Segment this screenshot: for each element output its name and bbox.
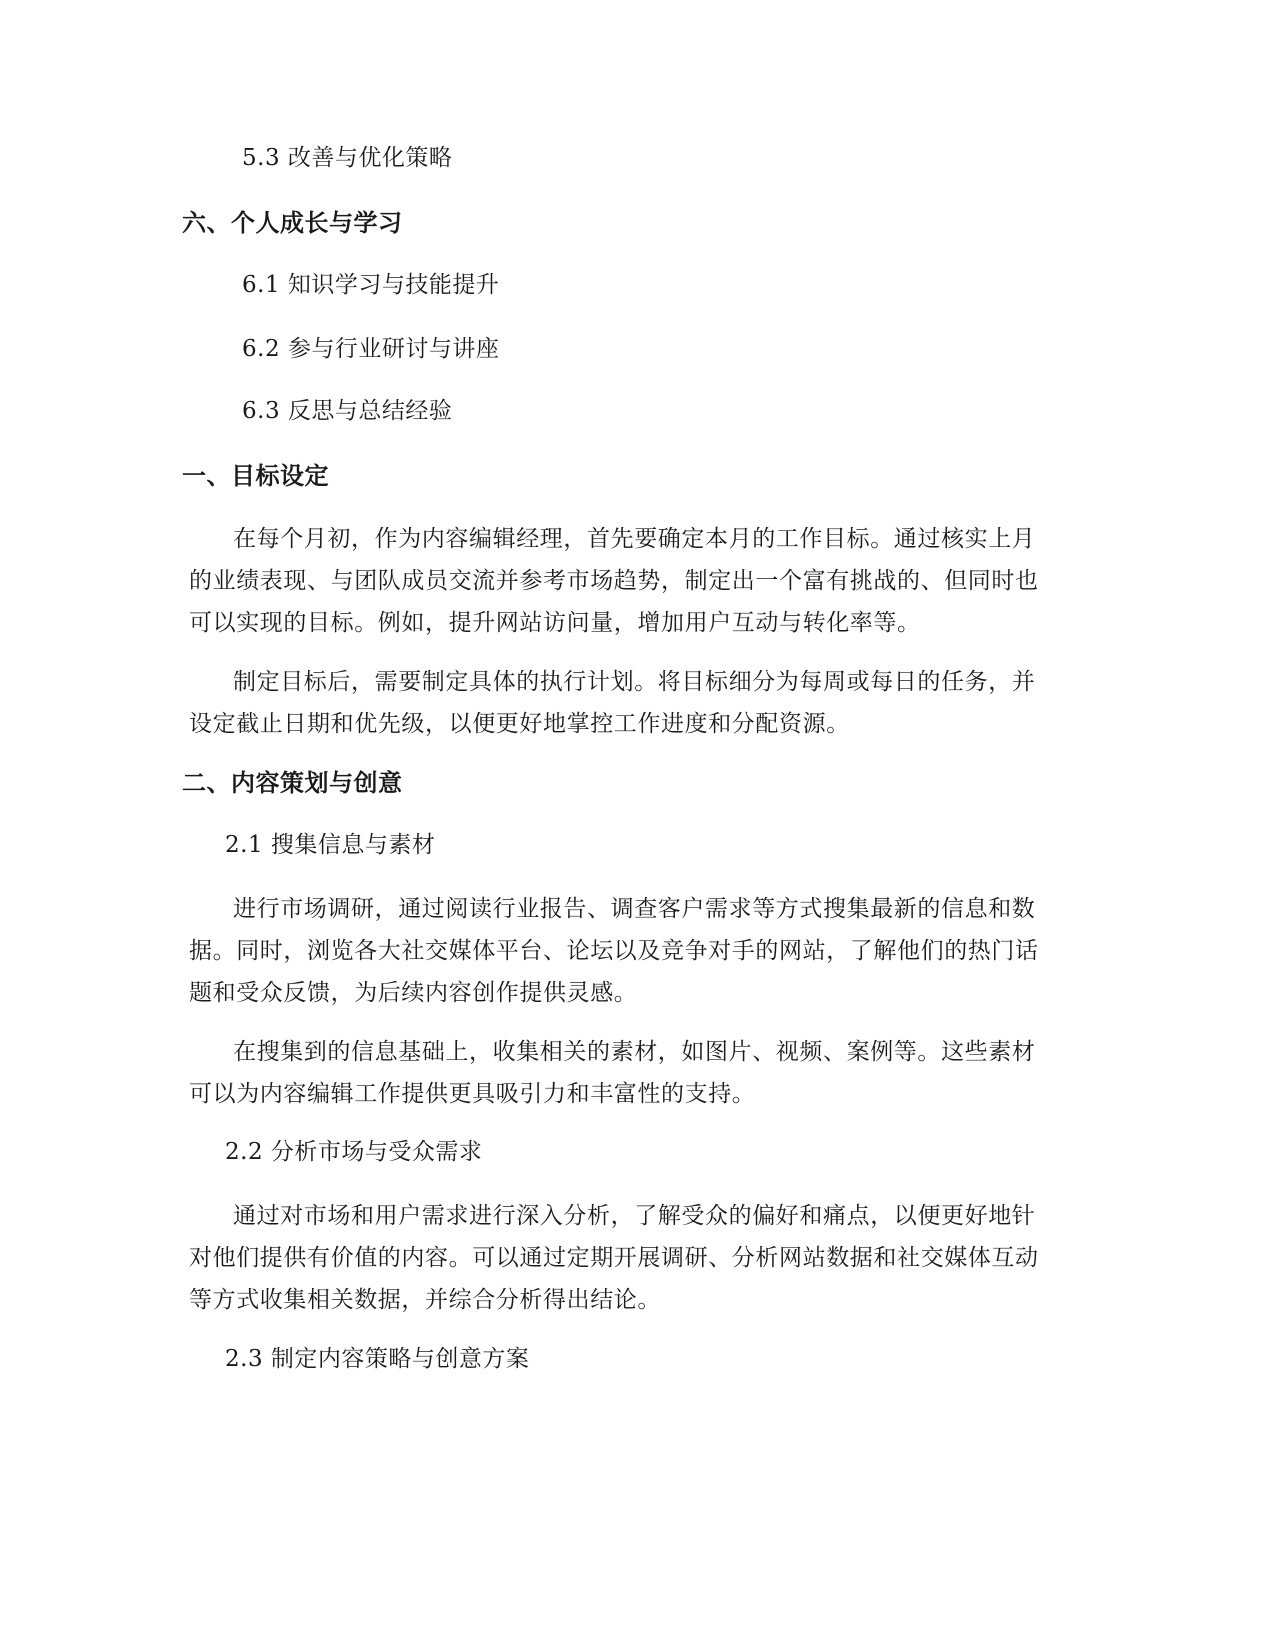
subsection-2-2: 2.2 分析市场与受众需求 (225, 1139, 483, 1165)
paragraph-line: 题和受众反馈，为后续内容创作提供灵感。 (189, 980, 638, 1006)
section-heading-1: 一、目标设定 (182, 462, 329, 490)
paragraph-goal-2 (189, 661, 1089, 745)
subsection-6-2: 6.2 参与行业研讨与讲座 (242, 336, 500, 362)
section-heading-2: 二、内容策划与创意 (182, 769, 403, 797)
subsection-2-3: 2.3 制定内容策略与创意方案 (225, 1346, 530, 1372)
paragraph-collect-1 (189, 888, 1089, 1014)
paragraph-analyze-1 (189, 1195, 1089, 1321)
paragraph-line: 在搜集到的信息基础上，收集相关的素材，如图片、视频、案例等。这些素材 (233, 1039, 1036, 1065)
section-heading-6: 六、个人成长与学习 (182, 209, 403, 237)
paragraph-line: 在每个月初，作为内容编辑经理，首先要确定本月的工作目标。通过核实上月 (233, 526, 1036, 552)
subsection-2-1: 2.1 搜集信息与素材 (225, 832, 436, 858)
paragraph-line: 可以实现的目标。例如，提升网站访问量，增加用户互动与转化率等。 (189, 610, 921, 636)
paragraph-line: 对他们提供有价值的内容。可以通过定期开展调研、分析网站数据和社交媒体互动 (189, 1245, 1039, 1271)
paragraph-goal-1 (189, 518, 1089, 644)
paragraph-line: 设定截止日期和优先级，以便更好地掌控工作进度和分配资源。 (189, 711, 850, 737)
subsection-6-3: 6.3 反思与总结经验 (242, 398, 453, 424)
paragraph-collect-2 (189, 1031, 1089, 1115)
paragraph-line: 据。同时，浏览各大社交媒体平台、论坛以及竞争对手的网站，了解他们的热门话 (189, 938, 1039, 964)
paragraph-line: 等方式收集相关数据，并综合分析得出结论。 (189, 1287, 661, 1313)
paragraph-line: 通过对市场和用户需求进行深入分析，了解受众的偏好和痛点，以便更好地针 (233, 1203, 1036, 1229)
paragraph-line: 可以为内容编辑工作提供更具吸引力和丰富性的支持。 (189, 1081, 756, 1107)
subsection-5-3: 5.3 改善与优化策略 (242, 145, 453, 171)
paragraph-line: 制定目标后，需要制定具体的执行计划。将目标细分为每周或每日的任务，并 (233, 669, 1036, 695)
paragraph-line: 的业绩表现、与团队成员交流并参考市场趋势，制定出一个富有挑战的、但同时也 (189, 568, 1039, 594)
subsection-6-1: 6.1 知识学习与技能提升 (242, 272, 500, 298)
paragraph-line: 进行市场调研，通过阅读行业报告、调查客户需求等方式搜集最新的信息和数 (233, 896, 1036, 922)
